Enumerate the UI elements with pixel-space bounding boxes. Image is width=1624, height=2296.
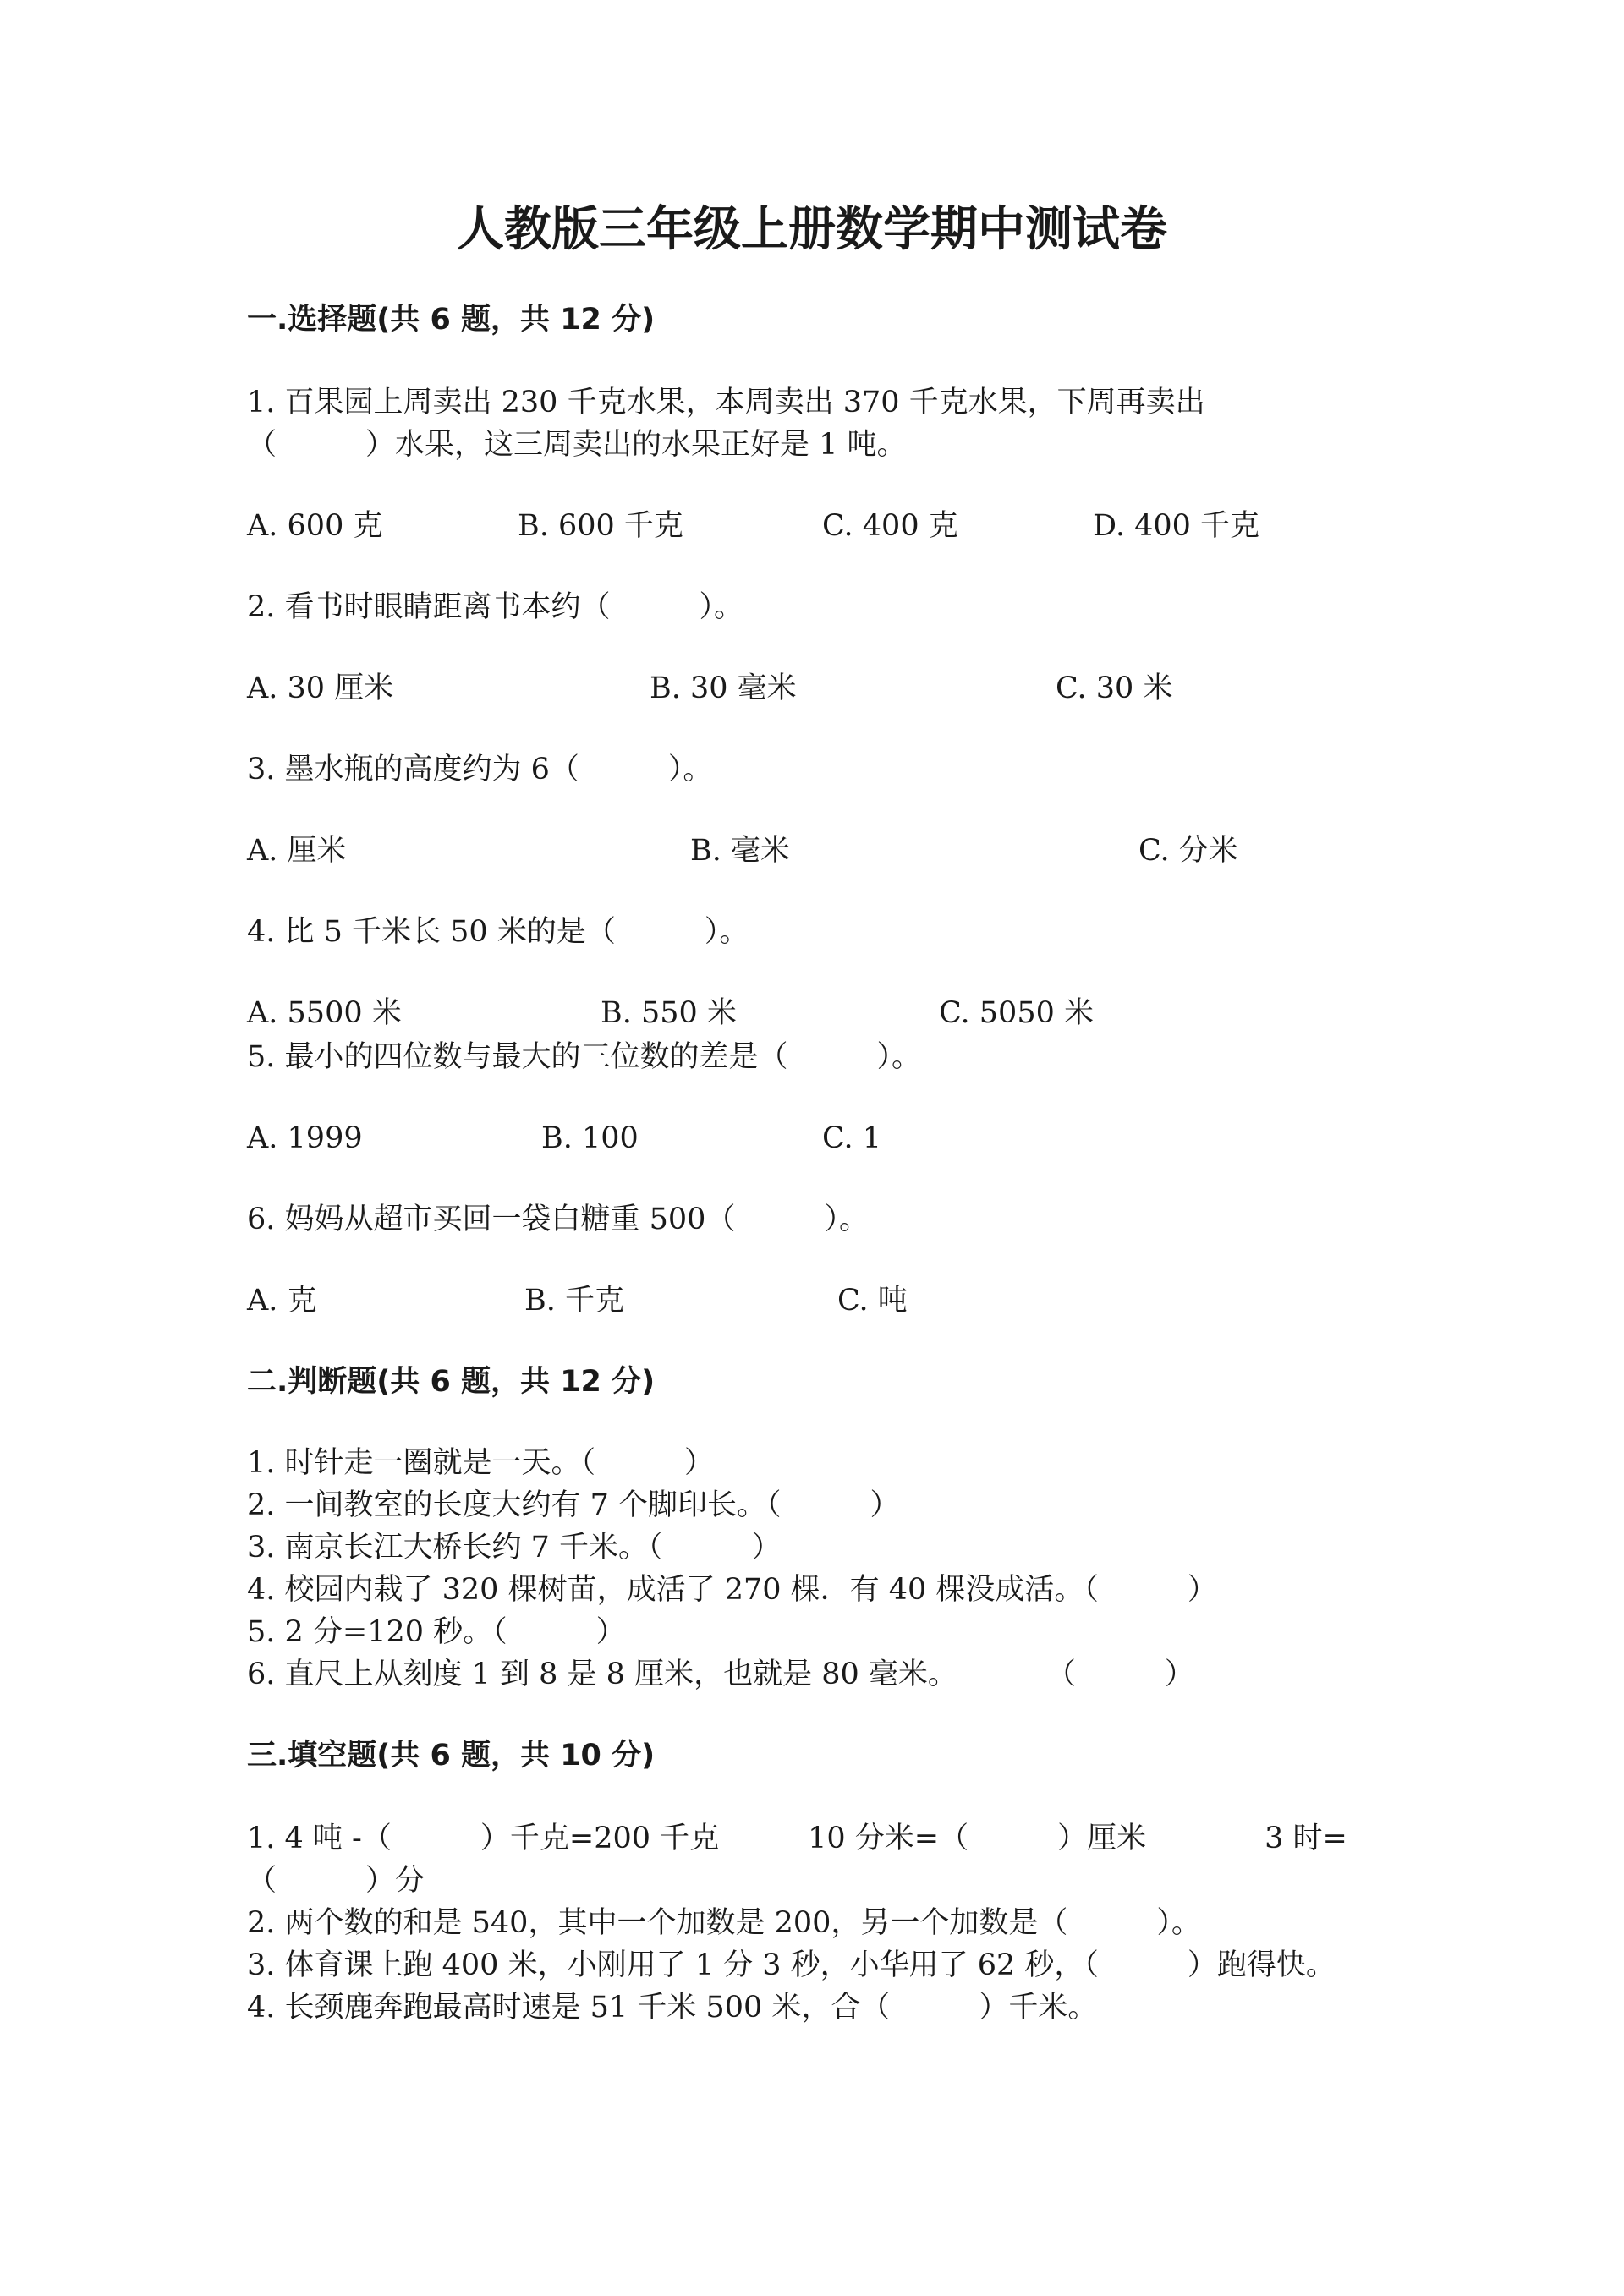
option-b: B. 千克 (524, 1284, 624, 1318)
fill-question-1-line-2: （ ）分 (247, 1864, 425, 1898)
option-a: A. 1999 (247, 1121, 363, 1155)
option-c: C. 1 (822, 1121, 882, 1155)
option-c: C. 5050 米 (939, 996, 1094, 1030)
option-c: C. 30 米 (1056, 671, 1173, 705)
judgement-item: 4. 校园内栽了 320 棵树苗，成活了 270 棵．有 40 棵没成活。（ ） (247, 1573, 1217, 1607)
option-b: B. 30 毫米 (650, 671, 797, 705)
question-3: 3. 墨水瓶的高度约为 6（ ）。 (247, 753, 713, 786)
judgement-item: 1. 时针走一圈就是一天。（ ） (247, 1446, 715, 1480)
option-c: C. 吨 (837, 1284, 908, 1318)
question-1-line-1: 1. 百果园上周卖出 230 千克水果，本周卖出 370 千克水果，下周再卖出 (247, 386, 1205, 419)
option-a: A. 30 厘米 (247, 671, 394, 705)
judgement-item: 5. 2 分=120 秒。（ ） (247, 1615, 626, 1649)
section-heading-fill-in: 三.填空题(共 6 题，共 10 分) (247, 1739, 656, 1773)
fill-question: 4. 长颈鹿奔跑最高时速是 51 千米 500 米，合（ ）千米。 (247, 1991, 1098, 2025)
option-b: B. 100 (541, 1121, 639, 1155)
question-6: 6. 妈妈从超市买回一袋白糖重 500（ ）。 (247, 1203, 869, 1236)
judgement-item: 6. 直尺上从刻度 1 到 8 是 8 厘米，也就是 80 毫米。 （ ） (247, 1658, 1194, 1691)
judgement-item: 3. 南京长江大桥长约 7 千米。（ ） (247, 1531, 782, 1564)
option-c: C. 400 克 (822, 509, 958, 543)
question-1-line-2: （ ）水果，这三周卖出的水果正好是 1 吨。 (247, 428, 907, 462)
fill-question: 3. 体育课上跑 400 米，小刚用了 1 分 3 秒，小华用了 62 秒，（ ）跑得快。 (247, 1948, 1336, 1982)
page-title: 人教版三年级上册数学期中测试卷 (457, 202, 1167, 257)
question-5: 5. 最小的四位数与最大的三位数的差是（ ）。 (247, 1040, 922, 1074)
option-b: B. 600 千克 (518, 509, 683, 543)
option-a: A. 克 (247, 1284, 317, 1318)
question-2: 2. 看书时眼睛距离书本约（ ）。 (247, 590, 744, 624)
option-a: A. 厘米 (247, 834, 347, 868)
question-4: 4. 比 5 千米长 50 米的是（ ）。 (247, 915, 749, 949)
option-d: D. 400 千克 (1093, 509, 1259, 543)
section-heading-choice: 一.选择题(共 6 题，共 12 分) (247, 303, 656, 337)
option-c: C. 分米 (1138, 834, 1238, 868)
section-heading-judgement: 二.判断题(共 6 题，共 12 分) (247, 1365, 656, 1399)
option-b: B. 550 米 (601, 996, 737, 1030)
option-b: B. 毫米 (690, 834, 790, 868)
fill-question: 2. 两个数的和是 540，其中一个加数是 200，另一个加数是（ ）。 (247, 1906, 1201, 1940)
option-a: A. 600 克 (247, 509, 383, 543)
judgement-item: 2. 一间教室的长度大约有 7 个脚印长。（ ） (247, 1488, 900, 1522)
option-a: A. 5500 米 (247, 996, 402, 1030)
fill-question-1-line-1: 1. 4 吨 -（ ）千克=200 千克 10 分米=（ ）厘米 3 时= (247, 1822, 1347, 1855)
